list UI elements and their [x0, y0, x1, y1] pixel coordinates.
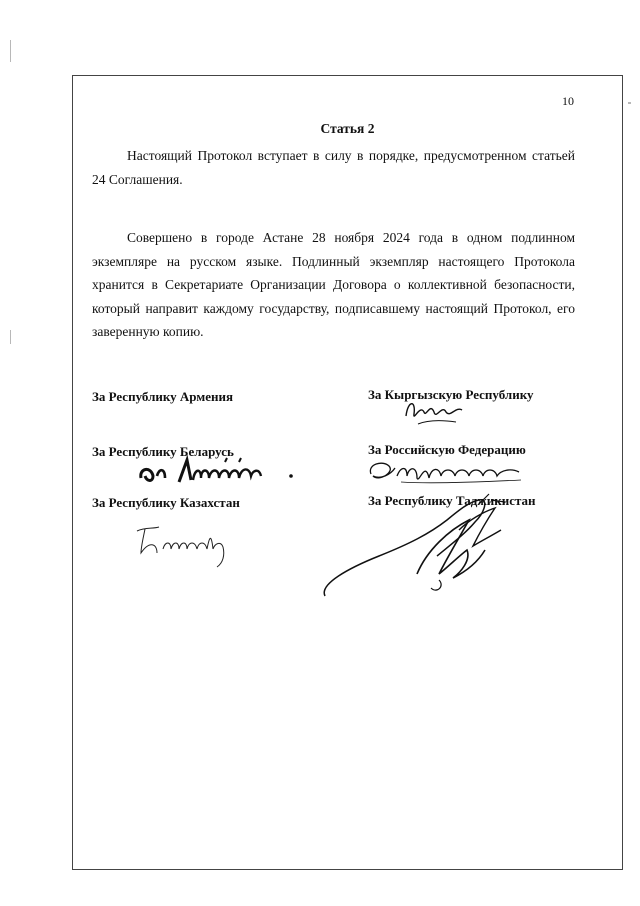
scan-artifact: [10, 330, 11, 344]
scan-artifact: [628, 102, 631, 104]
signatory-kazakhstan: За Республику Казахстан: [92, 495, 240, 510]
belarus-signature: [135, 454, 335, 488]
article-title: Статья 2: [320, 121, 375, 136]
tajikistan-signature: [319, 490, 519, 600]
entry-into-force-paragraph: Настоящий Протокол вступает в силу в порядке, предусмотренном статьей 24 Соглашения.: [92, 148, 575, 187]
page-number: 10: [562, 94, 574, 108]
scan-artifact: [10, 40, 11, 62]
signatory-armenia: За Республику Армения: [92, 389, 233, 404]
signatory-kyrgyzstan: За Кыргызскую Республику: [368, 387, 534, 402]
russia-signature: [361, 454, 551, 490]
signatory-russia: За Российскую Федерацию: [368, 442, 526, 457]
signatory-belarus: За Республику Беларусь: [92, 444, 234, 459]
kazakhstan-signature: [131, 521, 251, 571]
done-at-paragraph: Совершено в городе Астане 28 ноября 2024 года в одном подлинном экземпляре на русском языке. Подлинный экземпляр настоящего Протокола хранится в Секретариате Организации Договора о коллективной безопасности, который направит каждому государству, подписавшему настоящий Протокол, его заверенную копию.: [92, 230, 575, 339]
kyrgyzstan-signature: [398, 394, 478, 432]
signatory-tajikistan: За Республику Таджикистан: [368, 493, 536, 508]
document-page: [72, 75, 623, 870]
